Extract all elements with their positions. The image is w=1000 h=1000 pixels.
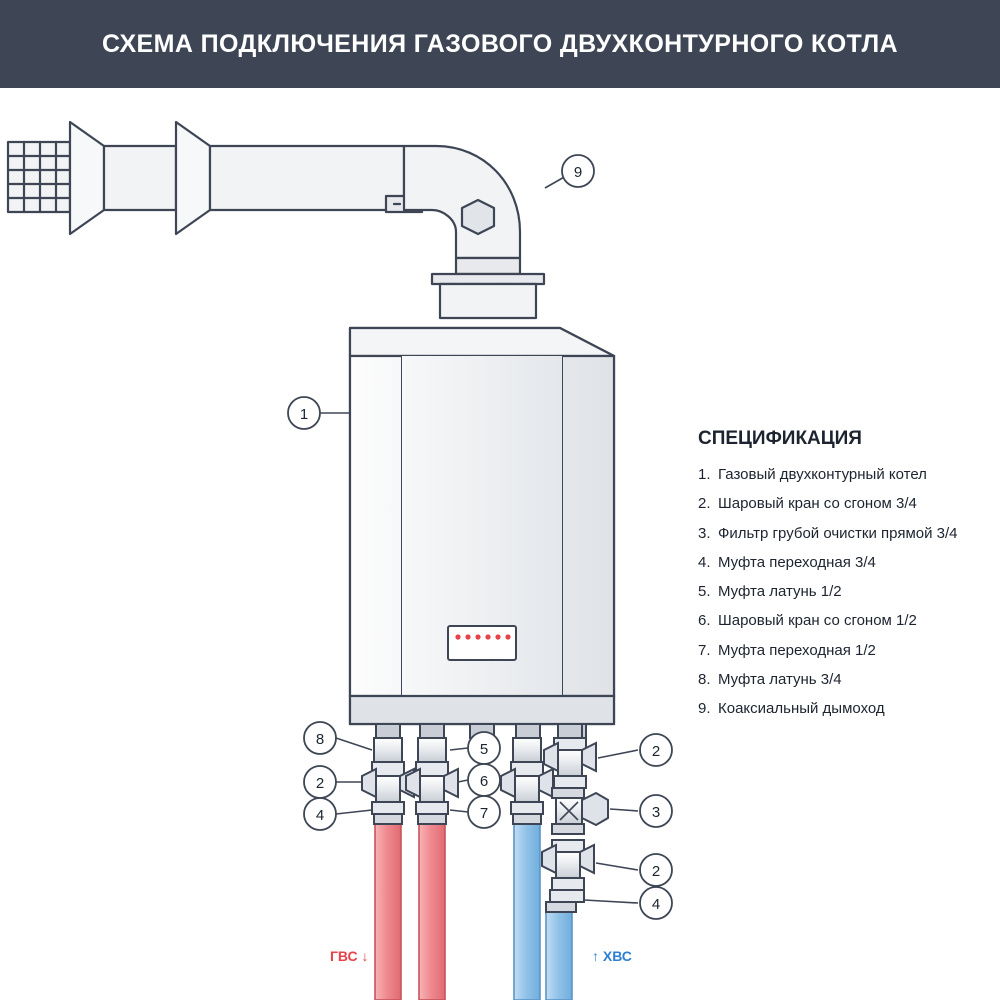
list-item <box>698 700 998 717</box>
callout-2-right-label: 2 <box>651 863 661 880</box>
list-item <box>698 671 998 688</box>
spec-item-text: Муфта латунь 3/4 <box>718 670 842 688</box>
fitting-valve-bottom-right <box>542 840 594 912</box>
boiler-body <box>350 328 614 738</box>
spec-item-text: Фильтр грубой очистки прямой 3/4 <box>718 524 958 542</box>
callout-boiler[interactable] <box>288 397 320 429</box>
callout-7[interactable] <box>468 796 500 828</box>
spec-item-number: 2. <box>698 495 711 513</box>
fitting-filter <box>552 788 608 834</box>
spec-item-number: 1. <box>698 466 711 483</box>
diagram-canvas <box>0 88 1000 1000</box>
fitting-group-mid <box>406 738 458 824</box>
callout-2-left[interactable] <box>304 766 336 798</box>
callout-2-topright-label: 2 <box>651 743 661 760</box>
spec-item-number: 3. <box>698 524 711 542</box>
callout-chimney[interactable] <box>562 155 594 187</box>
list-item <box>698 583 998 600</box>
callout-4-left-label: 4 <box>315 807 325 824</box>
callout-5-label: 5 <box>479 741 489 758</box>
spec-item-number: 6. <box>698 612 711 630</box>
spec-item-text: Муфта переходная 3/4 <box>718 553 876 571</box>
callout-4-left[interactable] <box>304 798 336 830</box>
list-item <box>698 612 998 629</box>
list-item <box>698 525 998 542</box>
specification-panel <box>698 428 998 729</box>
callout-5[interactable] <box>468 732 500 764</box>
specification-title: СПЕЦИФИКАЦИЯ <box>698 428 862 449</box>
callout-4-right[interactable] <box>640 887 672 919</box>
hot-pipe-left <box>375 806 401 1000</box>
spec-item-number: 4. <box>698 553 711 571</box>
spec-item-number: 9. <box>698 700 711 717</box>
callout-8-label: 8 <box>315 731 325 748</box>
page-title: СХЕМА ПОДКЛЮЧЕНИЯ ГАЗОВОГО ДВУХКОНТУРНОГО КОТЛА <box>101 29 899 58</box>
spec-item-text: Муфта латунь 1/2 <box>718 583 842 600</box>
cold-pipe-right <box>546 908 572 1000</box>
callout-boiler-label: 1 <box>299 406 309 423</box>
spec-item-text: Шаровый кран со сгоном 1/2 <box>718 612 917 630</box>
spec-item-number: 8. <box>698 670 711 688</box>
spec-item-text: Коаксиальный дымоход <box>718 700 885 717</box>
list-item <box>698 642 998 659</box>
hot-pipe-right <box>419 806 445 1000</box>
page-header <box>0 0 1000 88</box>
callout-7-label: 7 <box>479 805 489 822</box>
chimney-wall-grille <box>8 142 70 212</box>
specification-list <box>698 466 998 717</box>
callout-2-left-label: 2 <box>315 775 325 792</box>
callout-3-label: 3 <box>651 804 661 821</box>
callout-4-right-label: 4 <box>651 896 661 913</box>
list-item <box>698 466 998 483</box>
spec-item-text: Газовый двухконтурный котел <box>718 466 927 483</box>
callout-8[interactable] <box>304 722 336 754</box>
callout-2-topright[interactable] <box>640 734 672 766</box>
list-item <box>698 554 998 571</box>
callout-3[interactable] <box>640 795 672 827</box>
spec-item-text: Шаровый кран со сгоном 3/4 <box>718 495 917 513</box>
list-item <box>698 495 998 512</box>
spec-item-number: 5. <box>698 583 711 600</box>
spec-item-text: Муфта переходная 1/2 <box>718 641 876 659</box>
callout-2-right[interactable] <box>640 854 672 886</box>
callout-6-label: 6 <box>479 773 489 790</box>
callout-6[interactable] <box>468 764 500 796</box>
callout-chimney-label: 9 <box>573 164 583 181</box>
hot-water-flow-label: ГВС ↓ <box>330 948 369 964</box>
cold-pipe <box>514 806 540 1000</box>
spec-item-number: 7. <box>698 641 711 659</box>
cold-water-flow-label: ↑ ХВС <box>592 948 632 964</box>
